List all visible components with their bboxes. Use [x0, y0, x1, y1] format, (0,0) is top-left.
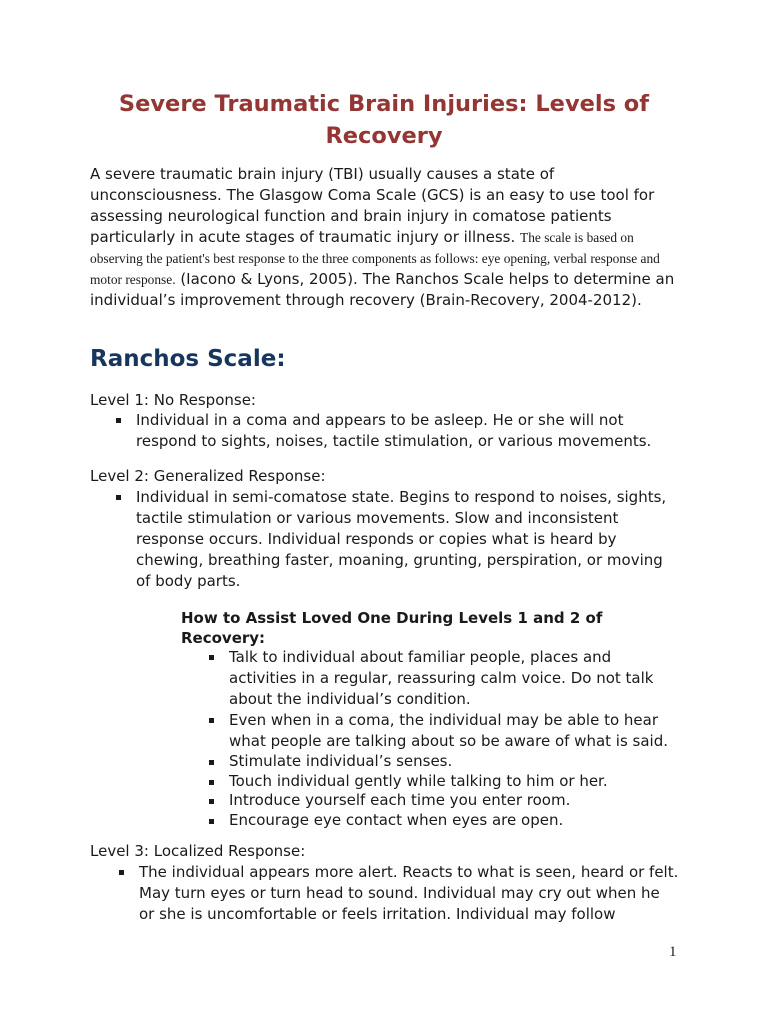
- list-item-text: Talk to individual about familiar people, places and activities in a regular, reassuring calm voice. Do not talk about the individual’s condition.: [229, 648, 654, 708]
- list-item: [229, 791, 679, 811]
- assist-heading: How to Assist Loved One During Levels 1 and 2 of Recovery:: [181, 609, 603, 647]
- bullet-icon: [209, 655, 214, 660]
- intro-text-serif: The scale is based on observing the patient's best response to the three components as follows: eye opening, verbal response and motor response.: [90, 230, 660, 287]
- list-item: [229, 811, 679, 831]
- list-item-text: Introduce yourself each time you enter room.: [229, 791, 571, 809]
- level-1-heading: Level 1: No Response:: [90, 391, 256, 409]
- list-item: [229, 772, 679, 792]
- assist-list: [229, 647, 679, 830]
- page-number: 1: [669, 944, 677, 960]
- list-item-text: Individual in a coma and appears to be asleep. He or she will not respond to sights, noises, tactile stimulation, or various movements.: [136, 411, 652, 450]
- level-1-list: [136, 410, 676, 452]
- list-item: [136, 487, 676, 592]
- level-3-list: [139, 862, 679, 925]
- list-item: [136, 410, 676, 452]
- intro-text-part1: A severe traumatic brain injury (TBI) usually causes a state of unconsciousness. The Glasgow Coma Scale (GCS) is an easy to use tool for assessing neurological function and brain injury in comatose patients particularly in acute stages of traumatic injury or illness.: [90, 165, 655, 246]
- bullet-icon: [209, 760, 214, 765]
- bullet-icon: [116, 418, 121, 423]
- level-2-heading: Level 2: Generalized Response:: [90, 467, 326, 485]
- list-item-text: Individual in semi-comatose state. Begins to respond to noises, sights, tactile stimulation or various movements. Slow and inconsistent response occurs. Individual responds or copies what is heard by chewing, breathing faster, moaning, grunting, perspiration, or moving of body parts.: [136, 488, 667, 590]
- level-2-list: [136, 487, 676, 592]
- bullet-icon: [116, 495, 121, 500]
- bullet-icon: [119, 870, 124, 875]
- list-item: [229, 752, 679, 772]
- list-item-text: The individual appears more alert. Reacts to what is seen, heard or felt. May turn eyes or turn head to sound. Individual may cry out when he or she is uncomfortable or feels irritation. Individual may follow: [139, 863, 679, 923]
- list-item: [229, 647, 679, 710]
- bullet-icon: [209, 718, 214, 723]
- level-3-heading: Level 3: Localized Response:: [90, 842, 306, 860]
- document-title: Severe Traumatic Brain Injuries: Levels of Recovery: [118, 91, 650, 149]
- list-item: [139, 862, 679, 925]
- intro-paragraph: [90, 164, 680, 311]
- list-item-text: Touch individual gently while talking to him or her.: [229, 771, 608, 790]
- intro-text-part3: (Iacono & Lyons, 2005). The Ranchos Scale helps to determine an individual’s improvement through recovery (Brain-Recovery, 2004-2012).: [90, 270, 675, 309]
- list-item-text: Encourage eye contact when eyes are open.: [229, 810, 564, 829]
- bullet-icon: [209, 780, 214, 785]
- list-item-text: Stimulate individual’s senses.: [229, 752, 453, 770]
- bullet-icon: [209, 799, 214, 804]
- bullet-icon: [209, 819, 214, 824]
- list-item-text: Even when in a coma, the individual may be able to hear what people are talking about so be aware of what is said.: [229, 711, 669, 750]
- list-item: [229, 710, 679, 752]
- section-heading-ranchos: Ranchos Scale:: [90, 346, 286, 372]
